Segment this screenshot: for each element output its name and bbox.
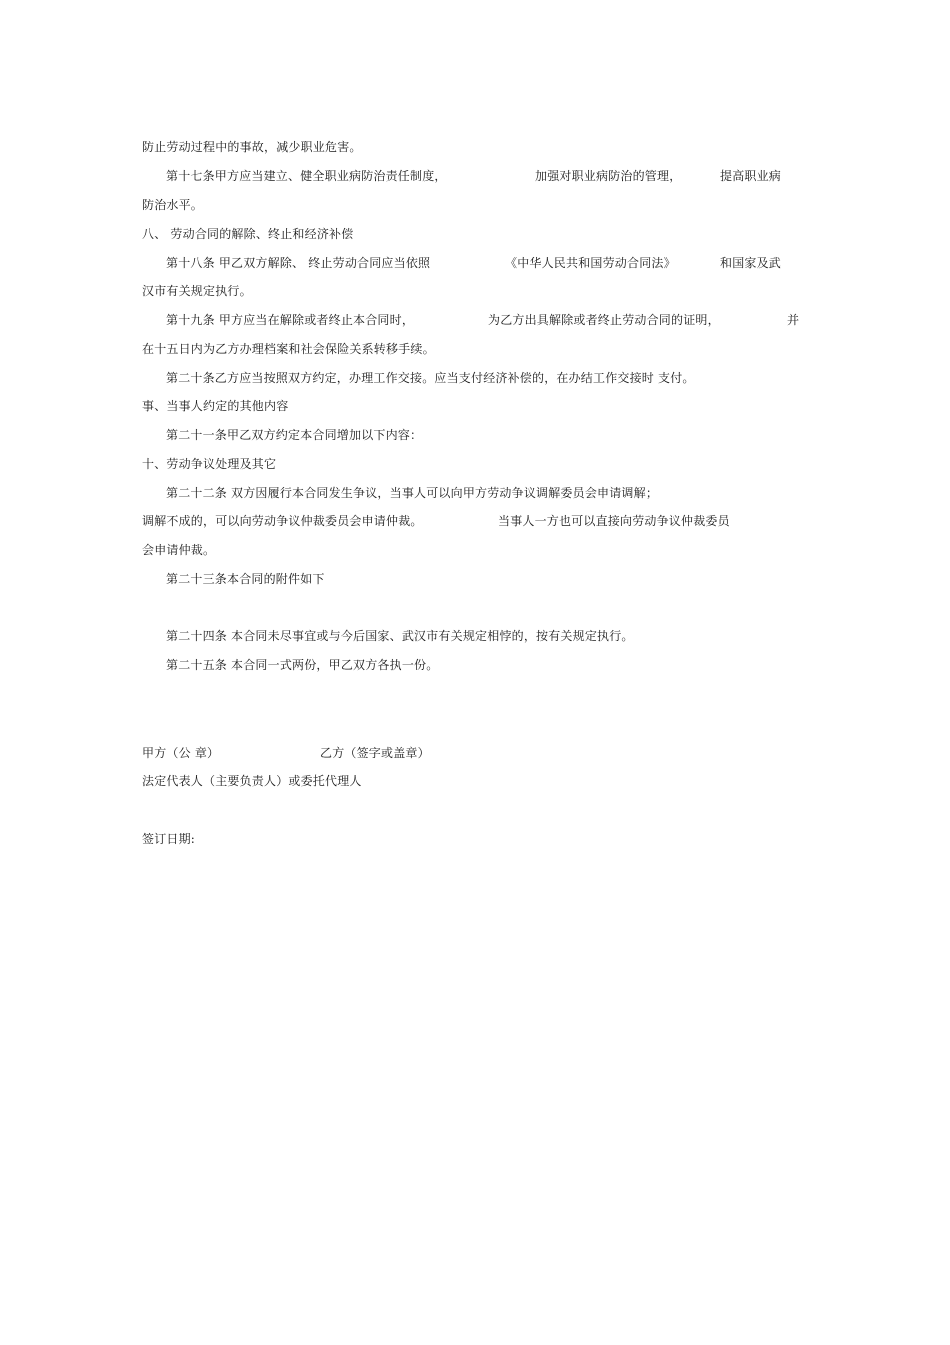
text-segment: 法定代表人（主要负责人）或委托代理人 <box>142 774 362 788</box>
clause-18-segment-3 <box>720 255 781 271</box>
text-segment: 为乙方出具解除或者终止劳动合同的证明， <box>488 313 720 327</box>
clause-19-line-1 <box>166 312 414 328</box>
clause-18-line-1 <box>166 255 430 271</box>
text-segment: 会申请仲裁。 <box>142 543 216 557</box>
text-segment: 调解不成的，可以向劳动争议仲裁委员会申请仲裁。 <box>142 514 423 528</box>
clause-22-line-1 <box>166 485 658 501</box>
section-heading-8 <box>142 226 353 242</box>
text-segment: 乙方（签字或盖章） <box>320 746 430 760</box>
text-segment: 第十七条甲方应当建立、健全职业病防治责任制度， <box>166 169 447 183</box>
text-segment: 提高职业病 <box>720 169 782 183</box>
clause-18-segment-2 <box>505 255 676 271</box>
text-segment: 签订日期: <box>142 832 196 846</box>
text-segment: 当事人一方也可以直接向劳动争议仲裁委员 <box>498 514 730 528</box>
clause-20 <box>166 370 695 386</box>
clause-22-line-3 <box>142 542 215 558</box>
text-segment: 加强对职业病防治的管理， <box>535 169 682 183</box>
text-segment: 在十五日内为乙方办理档案和社会保险关系转移手续。 <box>142 342 435 356</box>
clause-25 <box>166 657 438 673</box>
clause-18-line-2 <box>142 283 252 299</box>
clause-17-line-2 <box>142 197 203 213</box>
clause-22-line-2 <box>142 513 423 529</box>
text-segment: 第二十一条甲乙双方约定本合同增加以下内容： <box>166 428 423 442</box>
clause-19-line-2 <box>142 341 435 357</box>
text-segment: 事、当事人约定的其他内容 <box>142 399 289 413</box>
clause-19-segment-3 <box>787 312 799 328</box>
text-segment: 第二十四条 本合同未尽事宜或与今后国家、武汉市有关规定相悖的，按有关规定执行。 <box>166 629 634 643</box>
text-segment: 甲方（公 章） <box>142 746 220 760</box>
text-segment: 《中华人民共和国劳动合同法》 <box>505 256 676 270</box>
party-b-sign-label <box>320 745 430 761</box>
text-segment: 十、劳动争议处理及其它 <box>142 457 277 471</box>
text-segment: 第十八条 甲乙双方解除、 终止劳动合同应当依照 <box>166 256 431 270</box>
text-segment: 第二十二条 双方因履行本合同发生争议，当事人可以向甲方劳动争议调解委员会申请调解； <box>166 486 659 500</box>
text-segment: 并 <box>787 313 800 327</box>
text-segment: 第二十五条 本合同一式两份，甲乙双方各执一份。 <box>166 658 439 672</box>
section-heading-9 <box>142 398 288 414</box>
clause-24 <box>166 628 634 644</box>
clause-17-line-1 <box>166 168 447 184</box>
clause-21 <box>166 427 422 443</box>
party-a-seal-label <box>142 745 219 761</box>
clause-19-segment-2 <box>488 312 720 328</box>
text-segment: 防治水平。 <box>142 198 204 212</box>
clause-23 <box>166 571 325 587</box>
section-heading-10 <box>142 456 276 472</box>
text-segment: 第二十条乙方应当按照双方约定，办理工作交接。应当支付经济补偿的，在办结工作交接时 支付。 <box>166 371 695 385</box>
text-segment: 和国家及武 <box>720 256 782 270</box>
clause-17-segment-2 <box>535 168 681 184</box>
text-segment: 第十九条 甲方应当在解除或者终止本合同时， <box>166 313 415 327</box>
text-segment: 八、 劳动合同的解除、终止和经济补偿 <box>142 227 354 241</box>
legal-representative-label <box>142 773 362 789</box>
text-segment: 汉市有关规定执行。 <box>142 284 252 298</box>
text-line <box>142 139 362 155</box>
text-segment: 防止劳动过程中的事故，减少职业危害。 <box>142 140 362 154</box>
clause-22-segment-2 <box>498 513 730 529</box>
sign-date-label <box>142 831 195 847</box>
text-segment: 第二十三条本合同的附件如下 <box>166 572 325 586</box>
clause-17-segment-3 <box>720 168 781 184</box>
